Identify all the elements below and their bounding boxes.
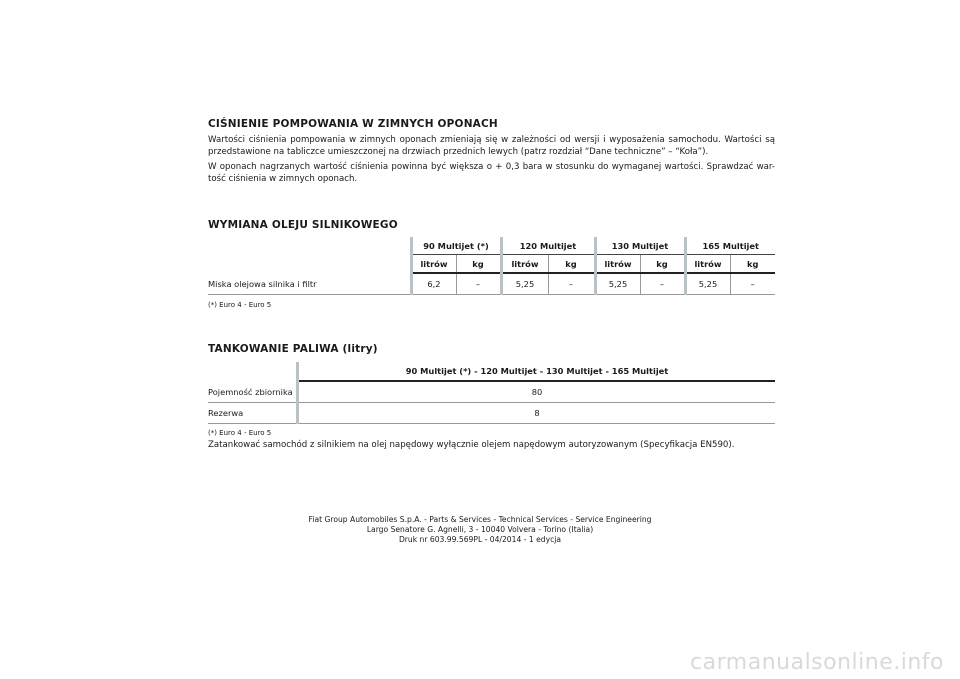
engine-header: 130 Multijet xyxy=(595,237,685,255)
fuel-header: 90 Multijet (*) - 120 Multijet - 130 Multijet - 165 Multijet xyxy=(298,362,776,381)
unit-header: litrów xyxy=(595,255,640,274)
table-cell: – xyxy=(730,273,775,295)
unit-header: kg xyxy=(640,255,685,274)
table-cell: 5,25 xyxy=(685,273,730,295)
fuel-section xyxy=(208,343,775,450)
tire-pressure-paragraph-2: W oponach nagrzanych wartość ciśnienia powinna być większa o + 0,3 bara w stosunku do wymaganej wartości. Sprawdzać war-tość ciśnienia w zimnych oponach. xyxy=(208,162,775,184)
oil-footnote: (*) Euro 4 - Euro 5 xyxy=(208,301,272,309)
unit-header: litrów xyxy=(501,255,548,274)
table-cell: 6,2 xyxy=(411,273,456,295)
table-row xyxy=(208,381,775,403)
unit-header: kg xyxy=(730,255,775,274)
tire-pressure-section xyxy=(208,118,775,185)
fuel-table xyxy=(208,362,775,424)
unit-header: litrów xyxy=(685,255,730,274)
unit-header: litrów xyxy=(411,255,456,274)
table-row xyxy=(208,273,775,295)
engine-header: 90 Multijet (*) xyxy=(411,237,501,255)
row-label: Rezerwa xyxy=(208,403,298,424)
row-label: Miska olejowa silnika i filtr xyxy=(208,273,411,295)
footer-line: Fiat Group Automobiles S.p.A. - Parts & Services - Technical Services - Service Engineering xyxy=(308,515,652,524)
footer-line: Largo Senatore G. Agnelli, 3 - 10040 Volvera - Torino (Italia) xyxy=(366,525,594,534)
oil-capacity-table xyxy=(208,237,775,295)
unit-header: kg xyxy=(548,255,595,274)
table-cell: – xyxy=(456,273,501,295)
table-cell: 5,25 xyxy=(501,273,548,295)
fuel-note: Zatankować samochód z silnikiem na olej napędowy wyłącznie olejem napędowym autoryzowanym (Specyfikacja EN590). xyxy=(208,440,735,450)
table-row xyxy=(208,403,775,424)
engine-header: 120 Multijet xyxy=(501,237,595,255)
table-cell: 8 xyxy=(298,403,776,424)
table-cell: – xyxy=(640,273,685,295)
watermark: carmanualsonline.info xyxy=(690,650,944,675)
fuel-footnote: (*) Euro 4 - Euro 5 xyxy=(208,429,272,437)
fuel-title: TANKOWANIE PALIWA (litry) xyxy=(208,343,378,355)
footer-line: Druk nr 603.99.569PL - 04/2014 - 1 edycja xyxy=(398,535,562,544)
oil-change-title: WYMIANA OLEJU SILNIKOWEGO xyxy=(208,219,398,231)
table-cell: 80 xyxy=(298,381,776,403)
tire-pressure-title: CIŚNIENIE POMPOWANIA W ZIMNYCH OPONACH xyxy=(208,118,498,130)
table-cell: – xyxy=(548,273,595,295)
publisher-footer xyxy=(0,515,960,545)
oil-change-section xyxy=(208,219,775,309)
row-label: Pojemność zbiornika xyxy=(208,381,298,403)
unit-header: kg xyxy=(456,255,501,274)
table-cell: 5,25 xyxy=(595,273,640,295)
engine-header: 165 Multijet xyxy=(685,237,775,255)
tire-pressure-paragraph-1: Wartości ciśnienia pompowania w zimnych oponach zmieniają się w zależności od wersji i wyposażenia samochodu. Wartości są przedstawione na tabliczce umieszczonej na drzwiach przednich lewych (patrz rozdział “Dane techniczne” – “Koła”). xyxy=(208,135,775,157)
